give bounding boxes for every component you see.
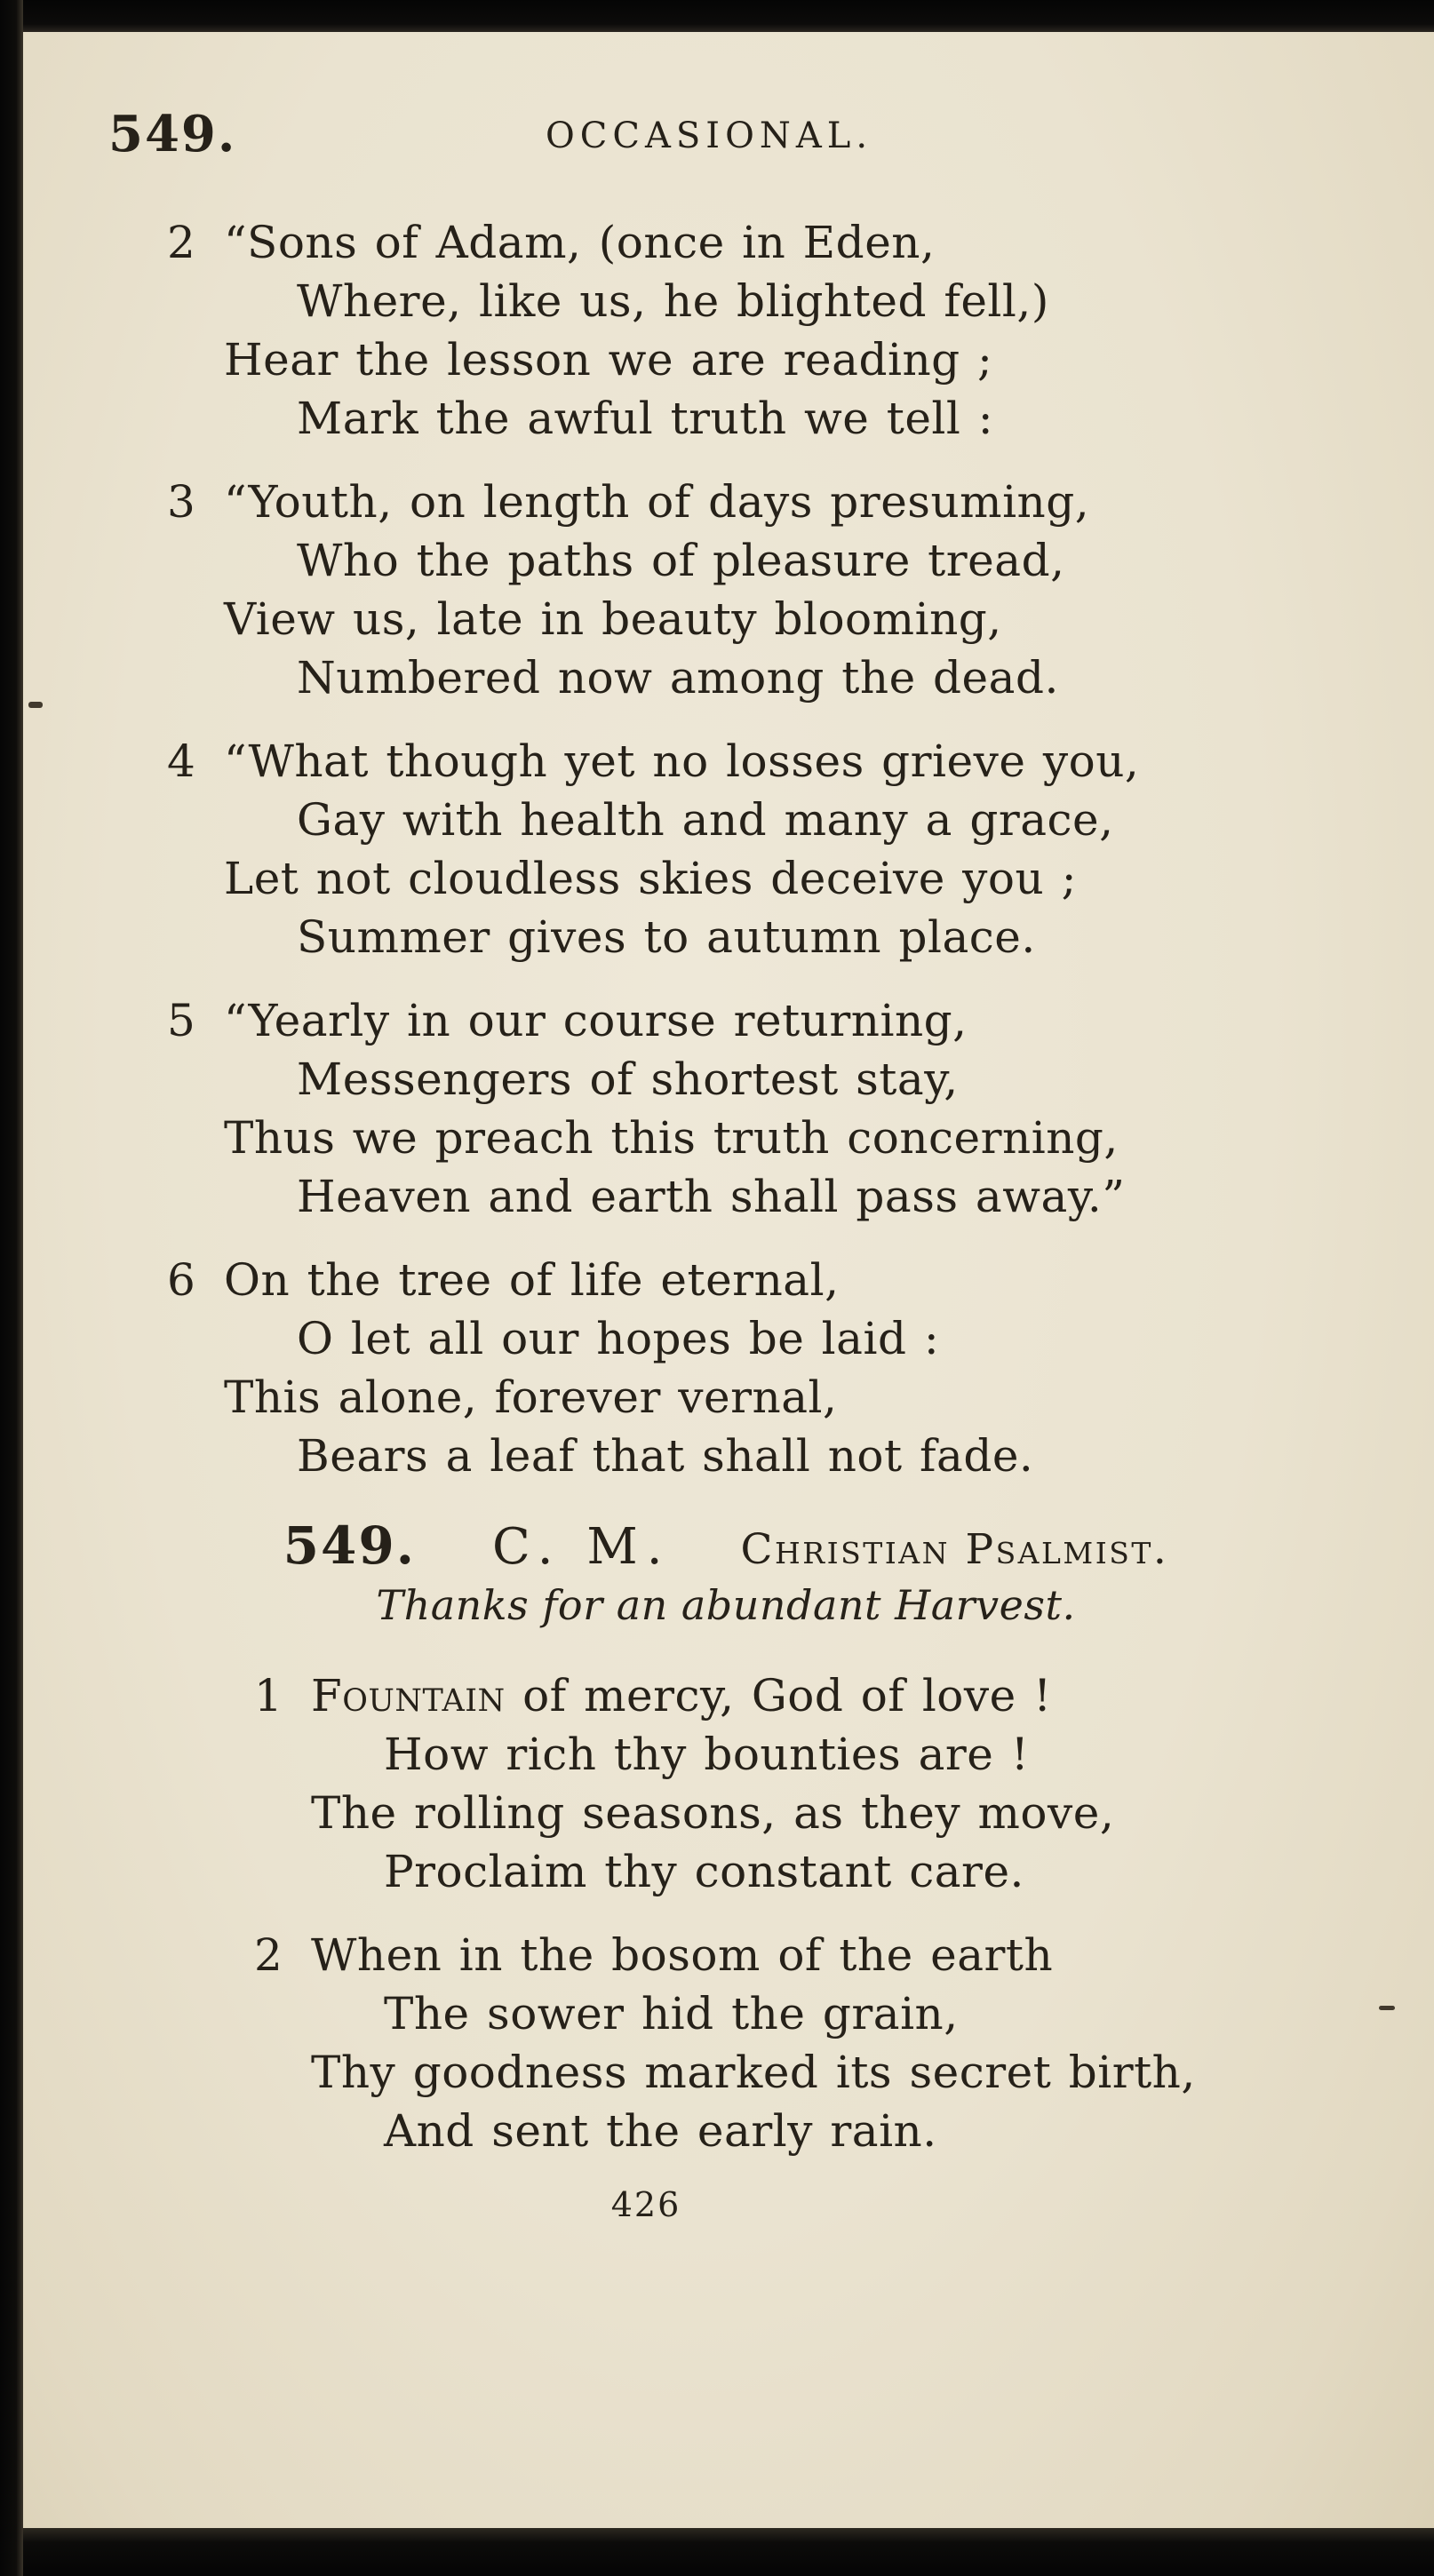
running-head [108, 105, 1343, 174]
header-section-title: OCCASIONAL. [546, 115, 873, 156]
verse-line: Numbered now among the dead. [297, 652, 1059, 704]
verse-line: The rolling seasons, as they move, [311, 1787, 1115, 1839]
hymn2-heading [108, 1515, 1343, 1576]
verse-line: This alone, forever vernal, [224, 1371, 838, 1423]
verse-line: O let all our hopes be laid : [297, 1313, 940, 1364]
verse-number: 5 [167, 995, 196, 1046]
verse-line: And sent the early rain. [384, 2105, 937, 2157]
verse-line: Gay with health and many a grace, [297, 794, 1114, 846]
hymn2-source: Christian Psalmist. [740, 1525, 1169, 1574]
verse-line: Messengers of shortest stay, [297, 1053, 959, 1105]
verse [167, 213, 1343, 448]
verse-line: Heaven and earth shall pass away.” [297, 1171, 1126, 1222]
hymn-549 [108, 1515, 1343, 2224]
verse-number: 3 [167, 476, 196, 528]
verse-line: “Youth, on length of days presuming, [224, 476, 1090, 528]
verse-line: Summer gives to autumn place. [297, 911, 1036, 963]
verse-line: “What though yet no losses grieve you, [224, 735, 1140, 787]
verse-line [311, 1666, 1343, 1725]
verse-line: View us, late in beauty blooming, [224, 593, 1002, 645]
verse-line: Let not cloudless skies deceive you ; [224, 853, 1077, 904]
scan-border-top [0, 0, 1434, 32]
verse-line: Where, like us, he blighted fell,) [297, 275, 1049, 327]
verse-line-rest: When in the bosom of the earth [311, 1929, 1054, 1981]
verse-number: 2 [254, 1929, 283, 1981]
verse-number: 4 [167, 735, 196, 787]
verse-line [311, 1926, 1343, 1984]
verse-line: “Yearly in our course returning, [224, 995, 968, 1046]
header-hymn-number: 549. [108, 105, 237, 163]
verse [167, 473, 1343, 707]
verse-number: 6 [167, 1254, 196, 1306]
verse-smallcaps-word: Fountain [311, 1670, 506, 1721]
verse-line: Bears a leaf that shall not fade. [297, 1430, 1034, 1482]
verse-line: Who the paths of pleasure tread, [297, 535, 1065, 586]
hymn2-verses [254, 1666, 1343, 2160]
verse-line: Mark the awful truth we tell : [297, 393, 994, 444]
verse-line: How rich thy bounties are ! [384, 1729, 1030, 1780]
page-content [108, 105, 1343, 2224]
verse [254, 1926, 1343, 2160]
verse-line: Hear the lesson we are reading ; [224, 334, 993, 386]
verse-line: Thus we preach this truth concerning, [224, 1112, 1119, 1164]
scan-artifact [28, 702, 43, 708]
scan-artifact [1379, 2006, 1395, 2010]
hymn2-number: 549. [283, 1515, 416, 1576]
scan-border-left [0, 0, 23, 2576]
verse-line-rest: of mercy, God of love ! [505, 1670, 1052, 1721]
verse-number: 2 [167, 217, 196, 268]
verse-number: 1 [254, 1670, 283, 1721]
verse-line: The sower hid the grain, [384, 1988, 959, 2039]
verse [167, 732, 1343, 966]
verse-line: Thy goodness marked its secret birth, [311, 2047, 1196, 2098]
verse [167, 991, 1343, 1226]
verse [167, 1251, 1343, 1485]
verse-line: On the tree of life eternal, [224, 1254, 840, 1306]
verse-line: Proclaim thy constant care. [384, 1846, 1024, 1897]
hymn2-subtitle: Thanks for an abundant Harvest. [376, 1581, 1076, 1629]
scan-border-bottom [0, 2528, 1434, 2576]
page-number: 426 [610, 2185, 681, 2224]
verse-line: “Sons of Adam, (once in Eden, [224, 217, 936, 268]
verse [254, 1666, 1343, 1901]
hymn1-verses [167, 213, 1343, 1485]
hymn2-meter: C. M. [491, 1518, 672, 1576]
